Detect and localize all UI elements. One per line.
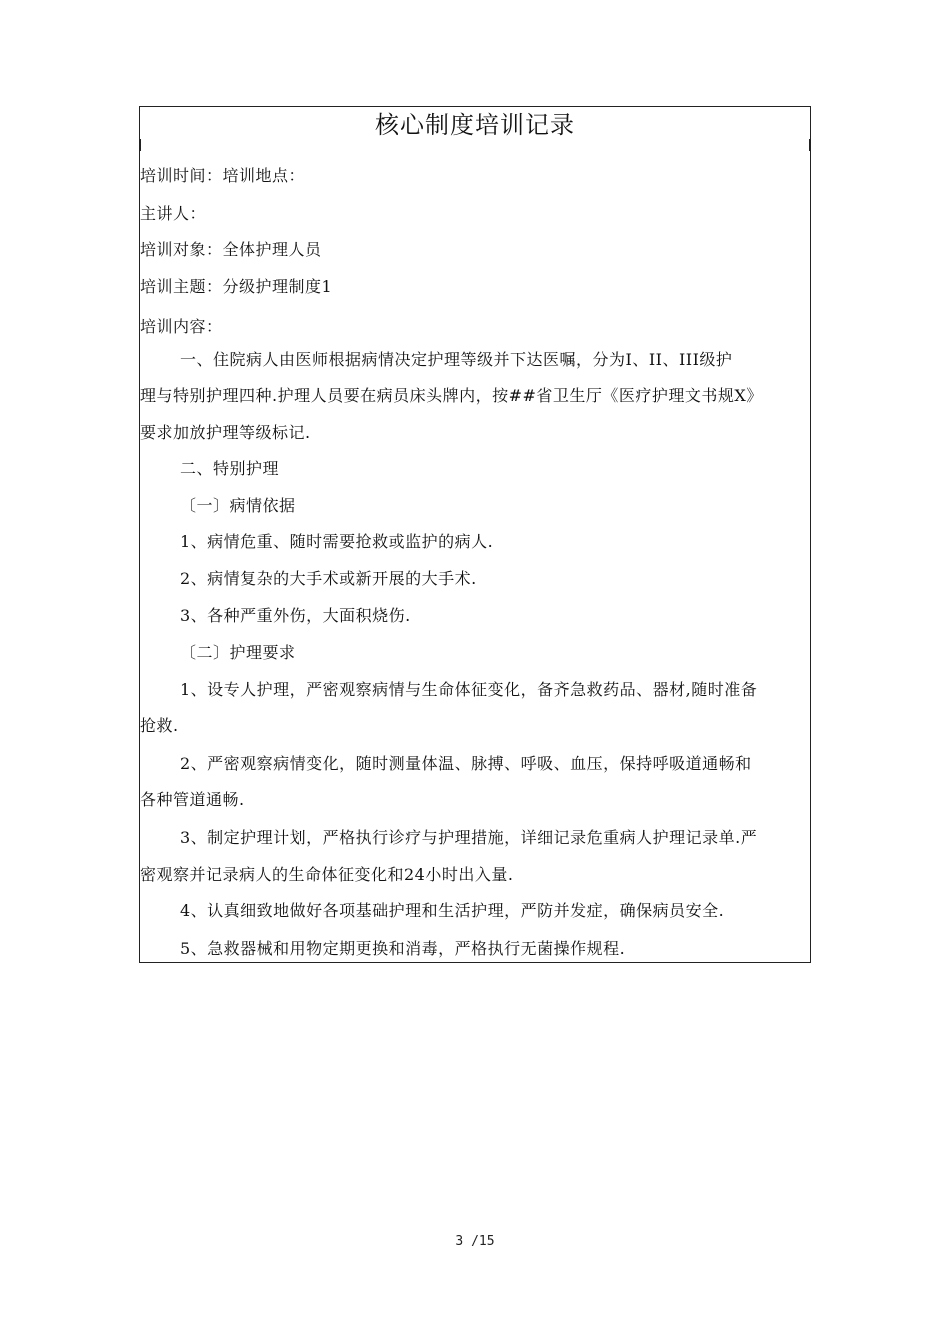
training-time-location-line: 培训时间：培训地点： (140, 166, 306, 185)
list-item: 5、急救器械和用物定期更换和消毒，严格执行无菌操作规程. (180, 939, 626, 958)
list-item-continuation: 抢救. (140, 716, 179, 735)
body-line: 一、住院病人由医师根据病情决定护理等级并下达医嘱，分为I、II、III级护 (180, 350, 733, 369)
content-label: 培训内容： (140, 317, 223, 336)
list-item-continuation: 各种管道通畅. (140, 790, 245, 809)
subsection-heading: 〔一〕病情依据 (180, 496, 296, 515)
body-line: 理与特别护理四种.护理人员要在病员床头牌内，按##省卫生厅《医疗护理文书规X》 (140, 386, 763, 405)
document-title: 核心制度培训记录 (375, 111, 575, 139)
body-line: 要求加放护理等级标记. (140, 423, 311, 442)
list-item: 4、认真细致地做好各项基础护理和生活护理，严防并发症，确保病员安全. (180, 901, 725, 920)
audience-line: 培训对象：全体护理人员 (140, 240, 322, 259)
title-divider-left-tick (140, 139, 141, 151)
title-divider-right-tick (809, 139, 810, 151)
topic-line: 培训主题：分级护理制度1 (140, 277, 333, 296)
training-record-box (139, 106, 811, 963)
section-heading: 二、特别护理 (180, 459, 280, 478)
list-item-continuation: 密观察并记录病人的生命体征变化和24小时出入量. (140, 865, 514, 884)
list-item: 1、病情危重、随时需要抢救或监护的病人. (180, 532, 494, 551)
list-item: 1、设专人护理，严密观察病情与生命体征变化，备齐急救药品、器材,随时准备 (180, 680, 758, 699)
list-item: 3、制定护理计划，严格执行诊疗与护理措施，详细记录危重病人护理记录单.严 (180, 828, 758, 847)
list-item: 2、严密观察病情变化，随时测量体温、脉搏、呼吸、血压，保持呼吸道通畅和 (180, 754, 752, 773)
speaker-line: 主讲人： (140, 204, 207, 223)
list-item: 3、各种严重外伤，大面积烧伤. (180, 606, 411, 625)
subsection-heading: 〔二〕护理要求 (180, 643, 296, 662)
page-number: 3 /15 (455, 1234, 495, 1249)
list-item: 2、病情复杂的大手术或新开展的大手术. (180, 569, 477, 588)
